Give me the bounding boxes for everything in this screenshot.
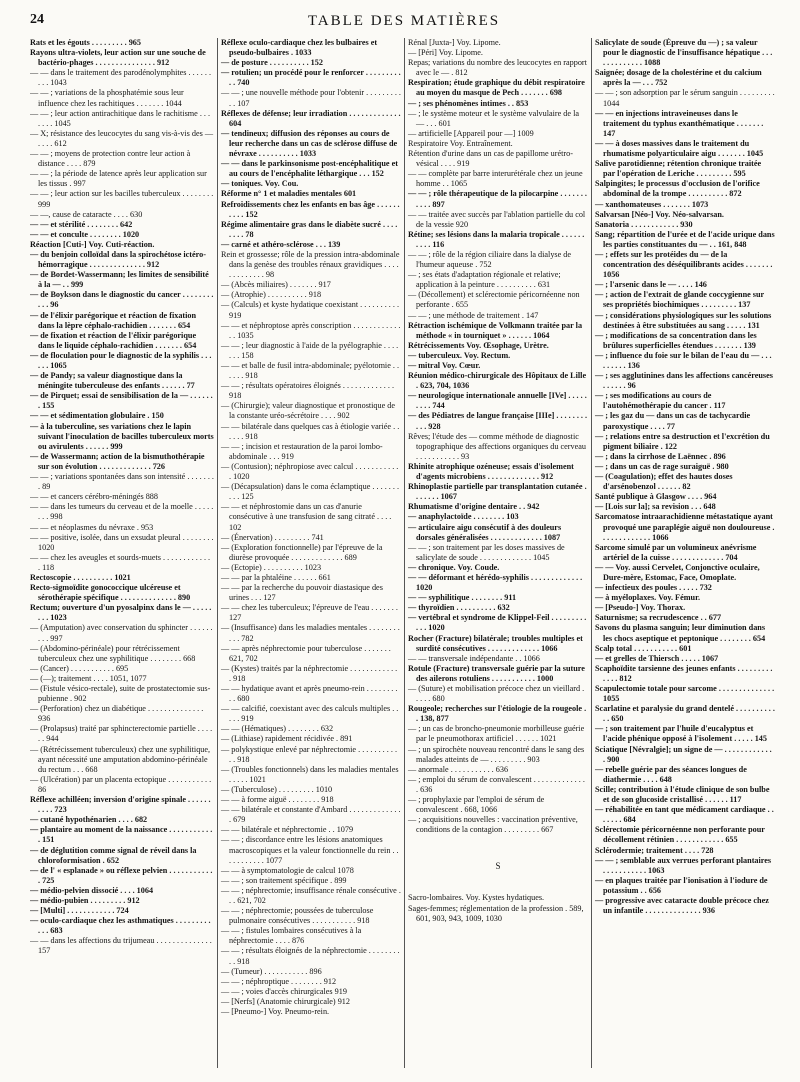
index-entry: — — et conculte . . . . . . . . 1020	[30, 229, 140, 239]
index-entry: Salvarsan [Néo-] Voy. Néo-salvarsan.	[595, 209, 724, 219]
index-entry: — (Exploration fonctionnelle) par l'épreuve de la diurèse provoquée . . . . . . . . . . . . . 689	[221, 542, 383, 562]
index-entry: — xanthomateuses . . . . . . . 1073	[595, 199, 709, 209]
index-entry: — (Ulcération) par un placenta ectopique . . . . . . . . . . . 86	[30, 774, 212, 794]
index-entry: — — ; une méthode de traitement . 147	[408, 310, 539, 320]
index-entry: — thyroïdien . . . . . . . . . . 632	[408, 603, 510, 613]
index-entry: — — (Hématiques) . . . . . . . . 632	[221, 724, 334, 734]
index-entry: — ; acquisitions nouvelles : vaccination préventive, conditions de la contagion . . . . . . . . . 667	[408, 815, 578, 835]
index-entry: — infectieux des poules . . . . . 732	[595, 583, 712, 593]
index-column-3-entries	[408, 38, 588, 835]
index-entry: — polykystique enlevé par néphrectomie . . . . . . . . . . . . 918	[221, 744, 397, 764]
index-entry: — (Fistule vésico-rectale), suite de prostatectomie sus-pubienne . 902	[30, 684, 211, 704]
index-entry: — ; un spirochète nouveau rencontré dans le sang des malades atteints de — . . . . . . . . . 903	[408, 744, 585, 764]
index-entry: — (Coagulation); effet des hautes doses d'arsénobenzol . . . . . . 82	[595, 472, 733, 492]
index-entry: — — ; variations spontanées dans son intensité . . . . . . . . 89	[30, 472, 214, 492]
index-entry: — anormale . . . . . . . . . . . 636	[408, 764, 509, 774]
index-entry: — de Pirquet; essai de sensibilisation de la — . . . . . . . 155	[30, 391, 213, 411]
index-entry: — de Boykson dans le diagnostic du cancer . . . . . . . . . . . 96	[30, 290, 214, 310]
index-entry: — de Wassermann; action de la bismuthothérapie sur son évolution . . . . . . . . . . . . . 726	[30, 451, 205, 471]
index-entry: — — ; voies d'accès chirurgicales 919	[221, 986, 347, 996]
index-entry: — — après néphrectomie pour tuberculose . . . . . . . 621, 702	[221, 643, 391, 663]
index-entry: — — ; leur diagnostic à l'aide de la pyélographie . . . . . . . 158	[221, 340, 399, 360]
index-entry: — ; ses phénomènes intimes . . 853	[408, 98, 529, 108]
index-entry: — — ; semblable aux verrues perforant plantaires . . . . . . . . . . . 1063	[595, 855, 772, 875]
index-entry: Respiration; étude graphique du débit respiratoire au moyen du masque de Pech . . . . . . . 698	[408, 78, 585, 98]
index-entry: — ; le système moteur et le système valvulaire de la — . . . 601	[408, 108, 579, 128]
index-entry: — — ; rôle thérapeutique de la pilocarpine . . . . . . . . . . . 897	[408, 189, 587, 209]
index-entry: — ; emploi du sérum de convalescent . . . . . . . . . . . . . . 636	[408, 774, 585, 794]
index-entry: — [Lois sur la]; sa revision . . . 648	[595, 502, 716, 512]
index-column-2	[217, 38, 404, 1068]
index-entry: — — en injections intraveineuses dans le traitement du typhus exanthématique . . . . . . . 147	[595, 108, 764, 138]
index-entry: — toniques. Voy. Cou.	[221, 179, 299, 189]
index-entry: — médio-pelvien dissocié . . . . 1064	[30, 885, 154, 895]
index-entry: — ; dans la cirrhose de Laënnec . 896	[595, 451, 726, 461]
index-entry: Rayons ultra-violets, leur action sur une souche de bactério-phages . . . . . . . . . . . . . . . 912	[30, 48, 206, 68]
index-entry: Sarcome simulé par un volumineux anévrisme artériel de la cuisse . . . . . . . . . . . . . 704	[595, 542, 757, 562]
index-column-1	[30, 38, 217, 1068]
index-entry: — — ; son traitement spécifique . 899	[221, 875, 347, 885]
index-entry: — — chez les tuberculeux; l'épreuve de l'eau . . . . . . . 127	[221, 603, 398, 623]
index-entry: — rotulien; un procédé pour le renforcer . . . . . . . . . . . 740	[221, 68, 401, 88]
index-entry: — cutané hypothénarien . . . . 682	[30, 815, 148, 825]
index-entry: — mitral Voy. Cœur.	[408, 361, 481, 370]
index-entry: — de l' « esplanade » ou réflexe pelvien . . . . . . . . . . . . 725	[30, 865, 213, 885]
index-entry: — ; effets sur les protéides du — de la concentration des déséquilibrants acides . . . . . . . 1056	[595, 249, 773, 280]
index-entry: Réflexe achilléen; inversion d'origine spinale . . . . . . . . . . 723	[30, 795, 211, 815]
index-entry: Rétraction ischémique de Volkmann traitée par la méthode « in tourniquet » . . . . . . 1064	[408, 320, 583, 340]
index-entry: — progressive avec cataracte double précoce chez un infantile . . . . . . . . . . . . . . 936	[595, 895, 769, 916]
index-entry: — — à forme aiguë . . . . . . . . 918	[221, 795, 334, 805]
index-entry: — ; l'arsenic dans le — . . . . 146	[595, 280, 707, 290]
index-entry: — — ; leur action sur les bacilles tuberculeux . . . . . . . . 999	[30, 189, 214, 209]
index-entry: Sanatoria . . . . . . . . . . . . 930	[595, 219, 693, 229]
index-entry: — — ; discordance entre les lésions anatomiques macroscopiques et la valeur fonctionnelle du rein . . . . . . . . . . . 1077	[221, 835, 399, 865]
index-entry: — (Calculs) et kyste hydatique coexistant . . . . . . . . . . 919	[221, 300, 400, 320]
index-entry: — — hydatique avant et après pneumo-rein . . . . . . . . . . 680	[221, 684, 398, 704]
index-entry: Scarlatine et paralysie du grand dentelé . . . . . . . . . . . . 650	[595, 704, 775, 724]
index-entry: Rétine; ses lésions dans la malaria tropicale . . . . . . . . . . 116	[408, 229, 585, 249]
index-entry: — anaphylactoïde . . . . . . . . 103	[408, 512, 519, 522]
index-entry: — X; résistance des leucocytes du sang vis-à-vis des — . . . . 612	[30, 128, 214, 148]
index-entry: — artificielle [Appareil pour —] 1009	[408, 128, 534, 138]
index-entry: — du benjoin colloïdal dans la spirochétose ictéro-hémorragique . . . . . . . . . . . . . . 912	[30, 249, 206, 270]
index-entry: — (Amputation) avec conservation du sphincter . . . . . . . . . 997	[30, 623, 213, 643]
index-entry: — — ; variations de la phosphatémie sous leur influence chez les rachitiques . . . . . . . 1044	[30, 88, 184, 108]
index-entry: Rhinite atrophique ozéneuse; essais d'isolement d'agents microbiens . . . . . . . . . . . . . 912	[408, 461, 574, 482]
index-entry: — tendineux; diffusion des réponses au cours de leur recherche dans un cas de sclérose diffuse de névraxe . . . . . . . . . . 1033	[221, 128, 398, 159]
index-entry: — — ; néphroptique . . . . . . . . 912	[221, 976, 337, 986]
page-number: 24	[30, 12, 44, 27]
index-entry: — ; action de l'extrait de glande coccygienne sur ses propriétés biochimiques . . . . . . . . . 137	[595, 290, 765, 310]
index-entry: — (Insuffisance) dans les maladies mentales . . . . . . . . . . . 782	[221, 623, 400, 643]
index-entry: — ; les gaz du — dans un cas de tachycardie paroxystique . . . . 77	[595, 411, 751, 431]
index-entry: — — bilatérale et néphrectomie . . 1079	[221, 825, 354, 835]
section-s-entries	[408, 893, 588, 923]
index-entry: Rêves; l'étude des — comme méthode de diagnostic topographique des affections organiques du cerveau . . . . . . . . . . . 93	[408, 431, 586, 461]
index-entry: — ; influence du foie sur le bilan de l'eau du — . . . . . . . . . 136	[595, 350, 772, 370]
index-entry: — chronique. Voy. Coude.	[408, 562, 500, 572]
index-entry: — — et néphrostomie dans un cas d'anurie consécutive à une transfusion de sang citraté . . . . 102	[221, 502, 392, 532]
index-entry: Salpingites; le processus d'occlusion de l'orifice abdominal de la trompe . . . . . . . . . . 872	[595, 179, 760, 199]
index-entry: Sclérectomie péricornéenne non perforante pour décollement rétinien . . . . . . . . . . . . 655	[595, 825, 765, 845]
index-entry: — (Décollement) et sclérectomie péricornéenne non perforante . 655	[408, 290, 580, 310]
index-entry: Réunion médico-chirurgicale des Hôpitaux de Lille . 623, 704, 1036	[408, 371, 587, 391]
index-entry: — — dans le parkinsonisme post-encéphalitique et au cours de l'encéphalite léthargique . . . 152	[221, 159, 398, 179]
index-entry: — — et cancers cérébro-méningés 888	[30, 492, 158, 502]
index-entry: — ; son traitement par l'huile d'eucalyptus et l'acide phénique opposé à l'isolement . . . . . 145	[595, 724, 767, 744]
index-entry: — — bilatérale dans quelques cas à étiologie variée . . . . . . 918	[221, 421, 400, 441]
index-entry: — en plaques traitée par l'ionisation à l'iodure de potassium . . 656	[595, 875, 768, 895]
index-entry: Régime alimentaire gras dans le diabète sucré . . . . . . . . 78	[221, 219, 398, 239]
index-entry: — [Multi] . . . . . . . . . . . . 724	[30, 906, 129, 916]
index-entry: Rein et grossesse; rôle de la pression intra-abdominale dans la genèse des troubles rénaux gravidiques . . . . . . . . . . . . . 98	[221, 249, 400, 280]
index-entry: — (Tumeur) . . . . . . . . . . . 896	[221, 966, 322, 976]
index-entry: Refroidissements chez les enfants en bas âge . . . . . . . . . . 152	[221, 199, 400, 219]
index-column-3	[404, 38, 591, 1068]
index-entry: — —, cause de cataracte . . . . 630	[30, 209, 143, 219]
index-entry: — (Décapsulation) dans le coma éclamptique . . . . . . . . . . 125	[221, 482, 400, 502]
index-entry: — ; prophylaxie par l'emploi de sérum de convalescent . 668, 1066	[408, 795, 545, 815]
index-entry: — (Suture) et mobilisation précoce chez un vieillard . . . . . 680	[408, 684, 585, 704]
index-entry: — — ; moyens de protection contre leur action à distance . . . . 879	[30, 149, 191, 169]
index-entry: — (Cancer) . . . . . . . . . . . 695	[30, 663, 129, 673]
index-entry: — — ; son traitement par les doses massives de salicylate de soude . . . . . . . . . . . . . 1045	[408, 542, 565, 562]
index-entry: — (Énervation) . . . . . . . . . 741	[221, 532, 324, 542]
index-entry: — — par la recherche du pouvoir diastasique des urines . . . 127	[221, 583, 383, 603]
index-entry: — — positive, isolée, dans un exsudat pleural . . . . . . . . 1020	[30, 532, 214, 552]
index-entry: Réaction [Cuti-] Voy. Cuti-réaction.	[30, 239, 155, 249]
index-entry: Recto-sigmoïdite gonococcique ulcéreuse et sérothérapie spécifique . . . . . . . . . . . . . . 890	[30, 583, 191, 603]
index-entry: — tuberculeux. Voy. Rectum.	[408, 350, 511, 360]
index-entry: — des Pédiatres de langue française [IIIe] . . . . . . . . . . . 928	[408, 411, 588, 431]
index-entry: — — bilatérale et constante d'Ambard . . . . . . . . . . . . . . 679	[221, 805, 401, 825]
index-entry: — [Nerfs] (Anatomie chirurgicale) 912	[221, 996, 350, 1006]
index-entry: — — à doses massives dans le traitement du rhumatisme polyarticulaire aigu . . . . . . . 1045	[595, 138, 764, 159]
page-header	[30, 12, 778, 34]
index-entry: — — dans les affections du trijumeau . . . . . . . . . . . . . . 157	[30, 936, 212, 956]
index-entry: — — déformant et hérédo-syphilis . . . . . . . . . . . . . 1020	[408, 572, 583, 593]
index-entry: — oculo-cardiaque chez les asthmatiques . . . . . . . . . . . . 683	[30, 916, 211, 936]
index-entry: — — ; son adsorption par le sérum sanguin . . . . . . . . . 1044	[595, 88, 775, 108]
index-entry: Salive parotidienne; rétention chronique traitée par l'opération de Leriche . . . . . . . . . 595	[595, 159, 762, 179]
index-entry: — — et néoplasmes du névraxe . 953	[30, 522, 154, 532]
index-entry: — (Prolapsus) traité par sphincterectomie partielle . . . . . . 944	[30, 724, 213, 744]
index-entry: — neurologique internationale annuelle [IVe] . . . . . . . . . 744	[408, 391, 587, 411]
index-entry: — — dans les tumeurs du cerveau et de la moelle . . . . . . . . 998	[30, 502, 214, 522]
index-entry: — — ; fistules lombaires consécutives à la néphrectomie . . . . 876	[221, 926, 362, 946]
index-entry: — — transversale indépendante . . 1066	[408, 653, 540, 663]
index-entry: — (Rétrécissement tuberculeux) chez une syphilitique, ayant nécessité une amputation abdomino-périnéale du rectum . . . 668	[30, 744, 211, 774]
index-entry: — de floculation pour le diagnostic de la syphilis . . . . . . 1065	[30, 350, 212, 370]
index-entry: — de posture . . . . . . . . . . 152	[221, 58, 323, 68]
index-entry: — ; ses modifications au cours de l'autohémothérapie du cancer . 117	[595, 391, 726, 411]
index-entry: Repas; variations du nombre des leucocytes en rapport avec le — . 812	[408, 58, 587, 78]
index-entry: — [Pseudo-] Voy. Thorax.	[595, 603, 686, 613]
index-entry: — ; un cas de broncho-pneumonie morbilleuse guérie par le pneumothorax artificiel . . . . . . 1021	[408, 724, 585, 744]
index-entry: Scapulectomie totale pour sarcome . . . . . . . . . . . . . . 1055	[595, 684, 775, 704]
index-entry: Sarcomatose intraarachidienne métastatique ayant provoqué une paraplégie aiguë non douloureuse . . . . . . . . . . . . . 1066	[595, 512, 775, 542]
index-entry: Rats et les égouts . . . . . . . . . 965	[30, 38, 141, 47]
index-entry: — — et sédimentation globulaire . 150	[30, 411, 164, 421]
index-entry: — — chez les aveugles et sourds-muets . . . . . . . . . . . . . 118	[30, 552, 211, 572]
index-entry: — (Contusion); néphropiose avec calcul . . . . . . . . . . . . 1020	[221, 461, 399, 482]
index-entry: Rhinoplastie partielle par transplantation cutanée . . . . . . . 1067	[408, 482, 587, 502]
index-entry: — de fixation et réaction de l'élixir parégorique dans le liquide céphalo-rachidien . . . . . . . 654	[30, 330, 197, 350]
index-entry: Scille; contribution à l'étude clinique de son bulbe et de son glucoside cristallisé . . . . . . 117	[595, 784, 770, 805]
index-entry: Saignée; dosage de la cholestérine et du calcium après la — . . . 752	[595, 68, 762, 88]
index-entry: — — ; incision et restauration de la paroi lombo-abdominale . . . 919	[221, 441, 383, 461]
index-entry: — articulaire aigu consécutif à des douleurs dorsales généralisées . . . . . . . . . . . . . 1087	[408, 522, 562, 542]
index-entry: Rectum; ouverture d'un pyosalpinx dans le — . . . . . . . . 1023	[30, 603, 212, 623]
index-entry: — de déglutition comme signal de réveil dans la chloroformisation . 652	[30, 845, 197, 865]
index-entry: Rhumatisme d'origine dentaire . . 942	[408, 502, 540, 512]
index-entry: Scaphoïdite tarsienne des jeunes enfants . . . . . . . . . . . . . 812	[595, 663, 773, 683]
index-entry: — ; relations entre sa destruction et l'excrétion du pigment biliaire . 122	[595, 431, 770, 451]
index-entry: — rebelle guérie par des séances longues de diathermie . . . . 648	[595, 764, 747, 784]
index-entry: — — par la phtaléine . . . . . . 661	[221, 572, 331, 582]
index-column-4	[591, 38, 778, 1068]
index-entry: — (Lithiase) rapidement récidivée . 891	[221, 734, 353, 744]
index-entry: Saturnisme; sa recrudescence . . 677	[595, 613, 722, 623]
index-entry: — plantaire au moment de la naissance . . . . . . . . . . . . 151	[30, 825, 213, 845]
index-entry: — — ; résultats opératoires éloignés . . . . . . . . . . . . . 918	[221, 381, 395, 401]
index-entry: — (Troubles fonctionnels) dans les maladies mentales . . . . . 1021	[221, 764, 399, 784]
index-entry: — — Voy. aussi Cervelet, Conjonctive oculaire, Dure-mère, Estomac, Face, Omoplate.	[595, 562, 760, 582]
index-entry: Savons du plasma sanguin; leur diminution dans les chocs aseptique et peptonique . . . . . . . . 654	[595, 623, 766, 643]
index-entry: — — syphilitique . . . . . . . . 911	[408, 593, 517, 603]
index-entry: — — traitée avec succès par l'ablation partielle du col de la vessie 920	[408, 209, 586, 229]
index-entry: — — calcifié, coexistant avec des calculs multiples . . . . . 919	[221, 704, 399, 724]
running-title: TABLE DES MATIÈRES	[307, 13, 501, 29]
index-entry: — — ; néphrectomie; insuffisance rénale consécutive . . . 621, 702	[221, 885, 401, 905]
section-letter-s: S	[495, 861, 501, 872]
index-entry: — (—); traitement . . . . 1051, 1077	[30, 673, 147, 683]
index-entry: — — ; la période de latence après leur application sur les tissus . 997	[30, 169, 207, 189]
index-entry: Sacro-lombaires. Voy. Kystes hydatiques.	[408, 893, 545, 903]
index-entry: — — ; une nouvelle méthode pour l'obtenir . . . . . . . . . . . 107	[221, 88, 401, 108]
index-entry: Rougeole; recherches sur l'étiologie de la rougeole . . 138, 877	[408, 704, 587, 724]
index-entry: — ; ses agglutinines dans les affections cancéreuses . . . . . . 96	[595, 371, 773, 391]
index-entry: — ; modifications de sa concentration dans les brûlures superficielles étendues . . . . . . . 139	[595, 330, 757, 350]
index-entry: Sang; répartition de l'urée et de l'acide urique dans les parties constituantes du — . . 161, 848	[595, 229, 775, 249]
index-entry: Rétention d'urine dans un cas de papillome urétro-vésical . . . . 919	[408, 149, 573, 169]
index-entry: — ; dans un cas de rage suraiguë . 980	[595, 461, 729, 471]
index-entry: — — complète par barre interurétérale chez un jeune homme . . 1065	[408, 169, 583, 189]
index-entry: Respiratoire Voy. Entraînement.	[408, 138, 513, 148]
index-entry: Sclérodermie; traitement . . . . 728	[595, 845, 714, 855]
index-entry: — vertébral et syndrome de Klippel-Feil . . . . . . . . . . . . 1020	[408, 613, 587, 633]
index-entry: — de Bordet-Wassermann; les limites de sensibilité à la — . . 999	[30, 270, 209, 290]
index-entry: Scalp total . . . . . . . . . . . 601	[595, 643, 692, 653]
index-entry: — de l'élixir parégorique et réaction de fixation dans la lèpre céphalo-rachidien . . . . . . . 654	[30, 310, 197, 330]
index-entry: — — ; rôle de la région ciliaire dans la dialyse de l'humeur aqueuse . 752	[408, 249, 572, 270]
index-entry: — (Tuberculose) . . . . . . . . . 1010	[221, 784, 333, 794]
index-entry: Réflexes de défense; leur irradiation . . . . . . . . . . . . . 604	[221, 108, 401, 128]
index-entry: — carné et athéro-sclérose . . . 139	[221, 239, 341, 249]
index-columns	[30, 38, 778, 1068]
index-entry: Rotule (Fracture) transversale guérie par la suture des ailerons rotuliens . . . . . . . . . . . 1000	[408, 663, 585, 683]
index-entry: Réflexe oculo-cardiaque chez les bulbaires et pseudo-bulbaires . 1033	[221, 38, 378, 58]
index-entry: — à myéloplaxes. Voy. Fémur.	[595, 593, 700, 603]
index-entry: Santé publique à Glasgow . . . . 964	[595, 492, 717, 502]
index-entry: Réforme n° 1 et maladies mentales 601	[221, 189, 357, 199]
index-entry: Sciatique [Névralgie]; un signe de — . . . . . . . . . . . . . 900	[595, 744, 772, 764]
index-entry: Sages-femmes; réglementation de la profession . 589, 601, 903, 943, 1009, 1030	[408, 903, 584, 923]
index-entry: — de Pandy; sa valeur diagnostique dans la méningite tuberculeuse des enfants . . . . . . 77	[30, 371, 195, 391]
index-entry: — (Perforation) chez un diabétique . . . . . . . . . . . . . . 936	[30, 704, 204, 724]
index-entry: — (Atrophie) . . . . . . . . . . 918	[221, 290, 322, 300]
index-entry: — [Péri] Voy. Lipome.	[408, 48, 483, 58]
index-entry: — ; considérations physiologiques sur les solutions destinées à être substituées au sang . . . . . 131	[595, 310, 772, 330]
index-entry: — (Ectopie) . . . . . . . . . . 1023	[221, 562, 322, 572]
index-entry: — — et néphroptose après conscription . . . . . . . . . . . . . . 1035	[221, 320, 401, 340]
index-entry: — (Abdomino-périnéale) pour rétrécissement tuberculeux chez une syphilitique . . . . . . . . 668	[30, 643, 196, 663]
index-entry: — (Abcès miliaires) . . . . . . . 917	[221, 280, 331, 290]
index-entry: — (Kystes) traités par la néphrectomie . . . . . . . . . . . . . 918	[221, 663, 398, 683]
index-entry: — à la tuberculine, ses variations chez le lapin suivant l'inoculation de bacilles tuberculeux morts ou avirulents . . . . . . 999	[30, 421, 214, 451]
index-entry: — ; ses états d'adaptation régionale et relative; application à la peinture . . . . . . . . . . 631	[408, 270, 561, 290]
index-entry: — — ; résultats éloignés de la néphrectomie . . . . . . . . . . 918	[221, 946, 400, 966]
index-entry: — médio-pubien . . . . . . . . . 912	[30, 895, 140, 905]
index-entry: — [Pneumo-] Voy. Pneumo-rein.	[221, 1007, 330, 1016]
index-entry: — — et balle de fusil intra-abdominale; pyélotomie . . . . . . 918	[221, 361, 400, 381]
index-entry: Salicylate de soude (Épreuve du —) ; sa valeur pour le diagnostic de l'insuffisance hépatique . . . . . . . . . . . . . 1088	[595, 38, 773, 68]
index-entry: — — dans le traitement des parodénolymphites . . . . . . . . . 1043	[30, 68, 211, 88]
index-entry: Rétrécissements Voy. Œsophage, Urètre.	[408, 340, 549, 350]
index-entry: — — ; néphrectomie; poussées de tuberculose pulmonaire consécutives . . . . . . . . . . . 918	[221, 906, 374, 926]
index-entry: Rénal [Juxta-] Voy. Lipome.	[408, 38, 501, 47]
index-entry: — — ; leur action antirachitique dans le rachitisme . . . . . . . 1045	[30, 108, 211, 128]
index-entry: — (Chirurgie); valeur diagnostique et pronostique de la constante uréo-sécrétoire . . . . 902	[221, 401, 396, 421]
index-entry: — — et stérilité . . . . . . . . 642	[30, 219, 133, 229]
index-entry: Rocher (Fracture) bilatérale; troubles multiples et surdité consécutives . . . . . . . . . . . . . 1066	[408, 633, 583, 653]
index-entry: Rectoscopie . . . . . . . . . . 1021	[30, 572, 131, 582]
index-entry: — — à symptomatologie de calcul 1078	[221, 865, 354, 875]
index-entry: — réhabilitée en tant que médicament cardiaque . . . . . . . 684	[595, 805, 774, 825]
index-entry: — et grelles de Thiersch . . . . . 1067	[595, 653, 719, 663]
